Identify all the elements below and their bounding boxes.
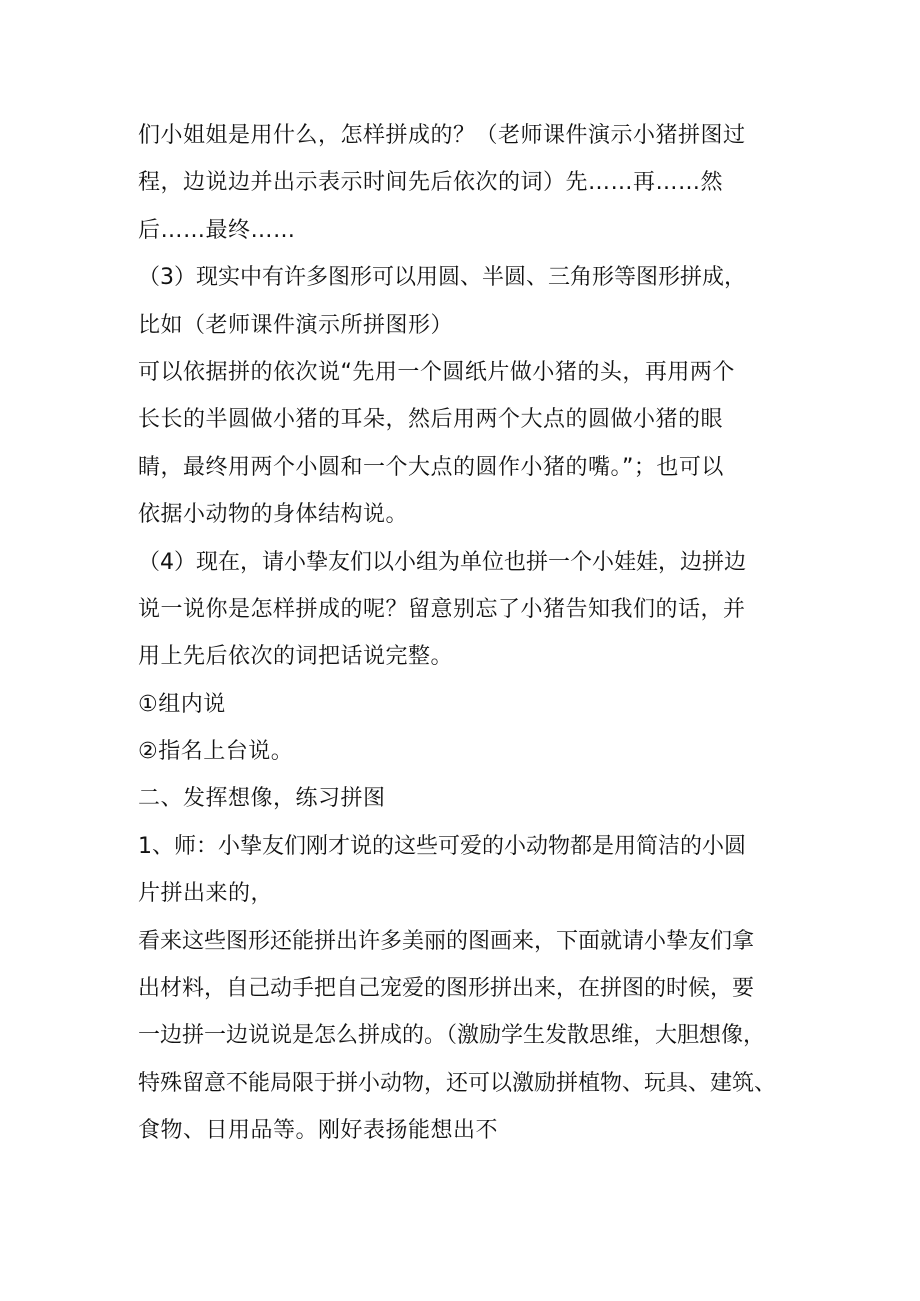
text-line: 1、师：小挚友们刚才说的这些可爱的小动物都是用简洁的小圆 — [138, 833, 746, 859]
text-line: 们小姐姐是用什么，怎样拼成的？（老师课件演示小猪拼图过 — [138, 123, 746, 148]
text-line: 依据小动物的身体结构说。 — [138, 502, 409, 528]
text-line: 特殊留意不能局限于拼小动物，还可以激励拼植物、玩具、建筑、 — [138, 1070, 777, 1096]
text-line: 食物、日用品等。刚好表扬能想出不 — [138, 1118, 499, 1144]
text-line: 长长的半圆做小猪的耳朵，然后用两个大点的圆做小猪的眼 — [138, 407, 724, 433]
text-line: （3）现实中有许多图形可以用圆、半圆、三角形等图形拼成， — [138, 265, 746, 291]
text-line: 一边拼一边说说是怎么拼成的。（激励学生发散思维，大胆想像， — [138, 1023, 766, 1049]
section-heading: 二、发挥想像，练习拼图 — [138, 786, 386, 812]
text-line: 比如（老师课件演示所拼图形） — [138, 312, 454, 338]
text-line: 程，边说边并出示表示时间先后依次的词）先……再……然 — [138, 170, 724, 196]
list-item: ②指名上台说。 — [138, 739, 294, 765]
text-line: 可以依据拼的依次说“先用一个圆纸片做小猪的头，再用两个 — [138, 359, 735, 385]
text-line: 用上先后依次的词把话说完整。 — [138, 644, 454, 670]
text-line: 出材料，自己动手把自己宠爱的图形拼出来，在拼图的时候，要 — [138, 976, 755, 1002]
text-line: 睛，最终用两个小圆和一个大点的圆作小猪的嘴。”；也可以 — [138, 454, 724, 480]
text-line: 片拼出来的， — [138, 881, 274, 907]
text-line: 说一说你是怎样拼成的呢？留意别忘了小猪告知我们的话，并 — [138, 596, 746, 622]
text-line: （4）现在，请小挚友们以小组为单位也拼一个小娃娃，边拼边 — [138, 549, 746, 575]
document-body — [138, 112, 798, 1155]
text-line: 看来这些图形还能拼出许多美丽的图画来，下面就请小挚友们拿 — [138, 928, 755, 954]
list-item: ①组内说 — [138, 691, 226, 717]
text-line: 后……最终…… — [138, 217, 296, 243]
